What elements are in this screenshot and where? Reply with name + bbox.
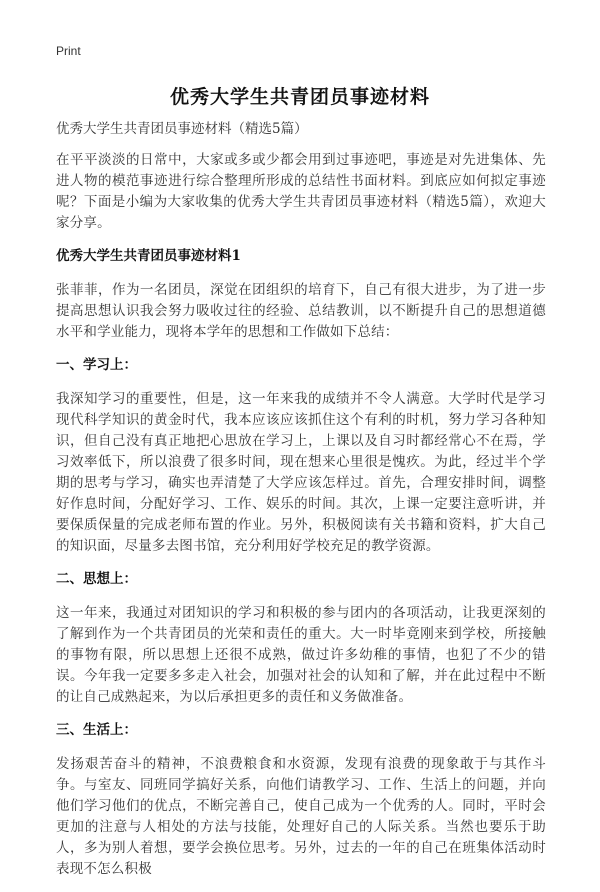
section-body-life: 发扬艰苦奋斗的精神，不浪费粮食和水资源，发现有浪费的现象敢于与其作斗争。与室友、同班同学搞好关系，向他们请教学习、工作、生活上的问题，并向他们学习他们的优点，不断完善自己，使自己成为一个优秀的人。同时，平时会更加的注意与人相处的方法与技能，处理好自己的人际关系。当然也要乐于助人，多为别人着想，要学会换位思考。另外，过去的一年的自己在班集体活动时表现不怎么积极 — [56, 756, 546, 877]
article-lead-paragraph: 张菲菲，作为一名团员，深觉在团组织的培育下，自己有很大进步，为了进一步提高思想认识我会努力吸收过往的经验、总结教训，以不断提升自己的思想道德水平和学业能力，现将本学年的思想和工作做如下总结： — [56, 282, 546, 340]
intro-paragraph: 在平平淡淡的日常中，大家或多或少都会用到过事迹吧，事迹是对先进集体、先进人物的模范事迹进行综合整理所形成的总结性书面材料。到底应如何拟定事迹呢？下面是小编为大家收集的优秀大学生共青团员事迹材料（精选5篇），欢迎大家分享。 — [56, 152, 546, 231]
document-body — [56, 118, 546, 892]
section-heading-thought: 二、思想上： — [56, 571, 137, 587]
section-heading-life: 三、生活上： — [56, 722, 137, 738]
section-heading-study: 一、学习上： — [56, 357, 137, 373]
document-subtitle: 优秀大学生共青团员事迹材料（精选5篇） — [56, 121, 308, 137]
section-body-study: 我深知学习的重要性，但是，这一年来我的成绩并不令人满意。大学时代是学习现代科学知识的黄金时代，我本应该应该抓住这个有利的时机，努力学习各种知识，但自己没有真正地把心思放在学习上，上课以及自习时都经常心不在焉，学习效率低下，所以浪费了很多时间，现在想来心里很是愧疚。为此，经过半个学期的思考与学习，确实也弄清楚了大学应该怎样过。首先，合理安排时间，调整好作息时间，分配好学习、工作、娱乐的时间。其次，上课一定要注意听讲，并要保质保量的完成老师布置的作业。另外，积极阅读有关书籍和资料，扩大自己的知识面，尽量多去图书馆，充分利用好学校充足的教学资源。 — [56, 391, 546, 554]
page-title: 优秀大学生共青团员事迹材料 — [169, 86, 430, 108]
section-body-thought: 这一年来，我通过对团知识的学习和积极的参与团内的各项活动，让我更深刻的了解到作为一个共青团员的光荣和责任的重大。大一时毕竟刚来到学校，所接触的事物有限，所以思想上还很不成熟，做过许多幼稚的事情，也犯了不少的错误。今年我一定要多多走入社会，加强对社会的认知和了解，并在此过程中不断的让自己成熟起来，为以后承担更多的责任和义务做准备。 — [56, 605, 546, 705]
print-link[interactable]: Print — [56, 44, 81, 58]
article-heading: 优秀大学生共青团员事迹材料1 — [56, 248, 241, 264]
